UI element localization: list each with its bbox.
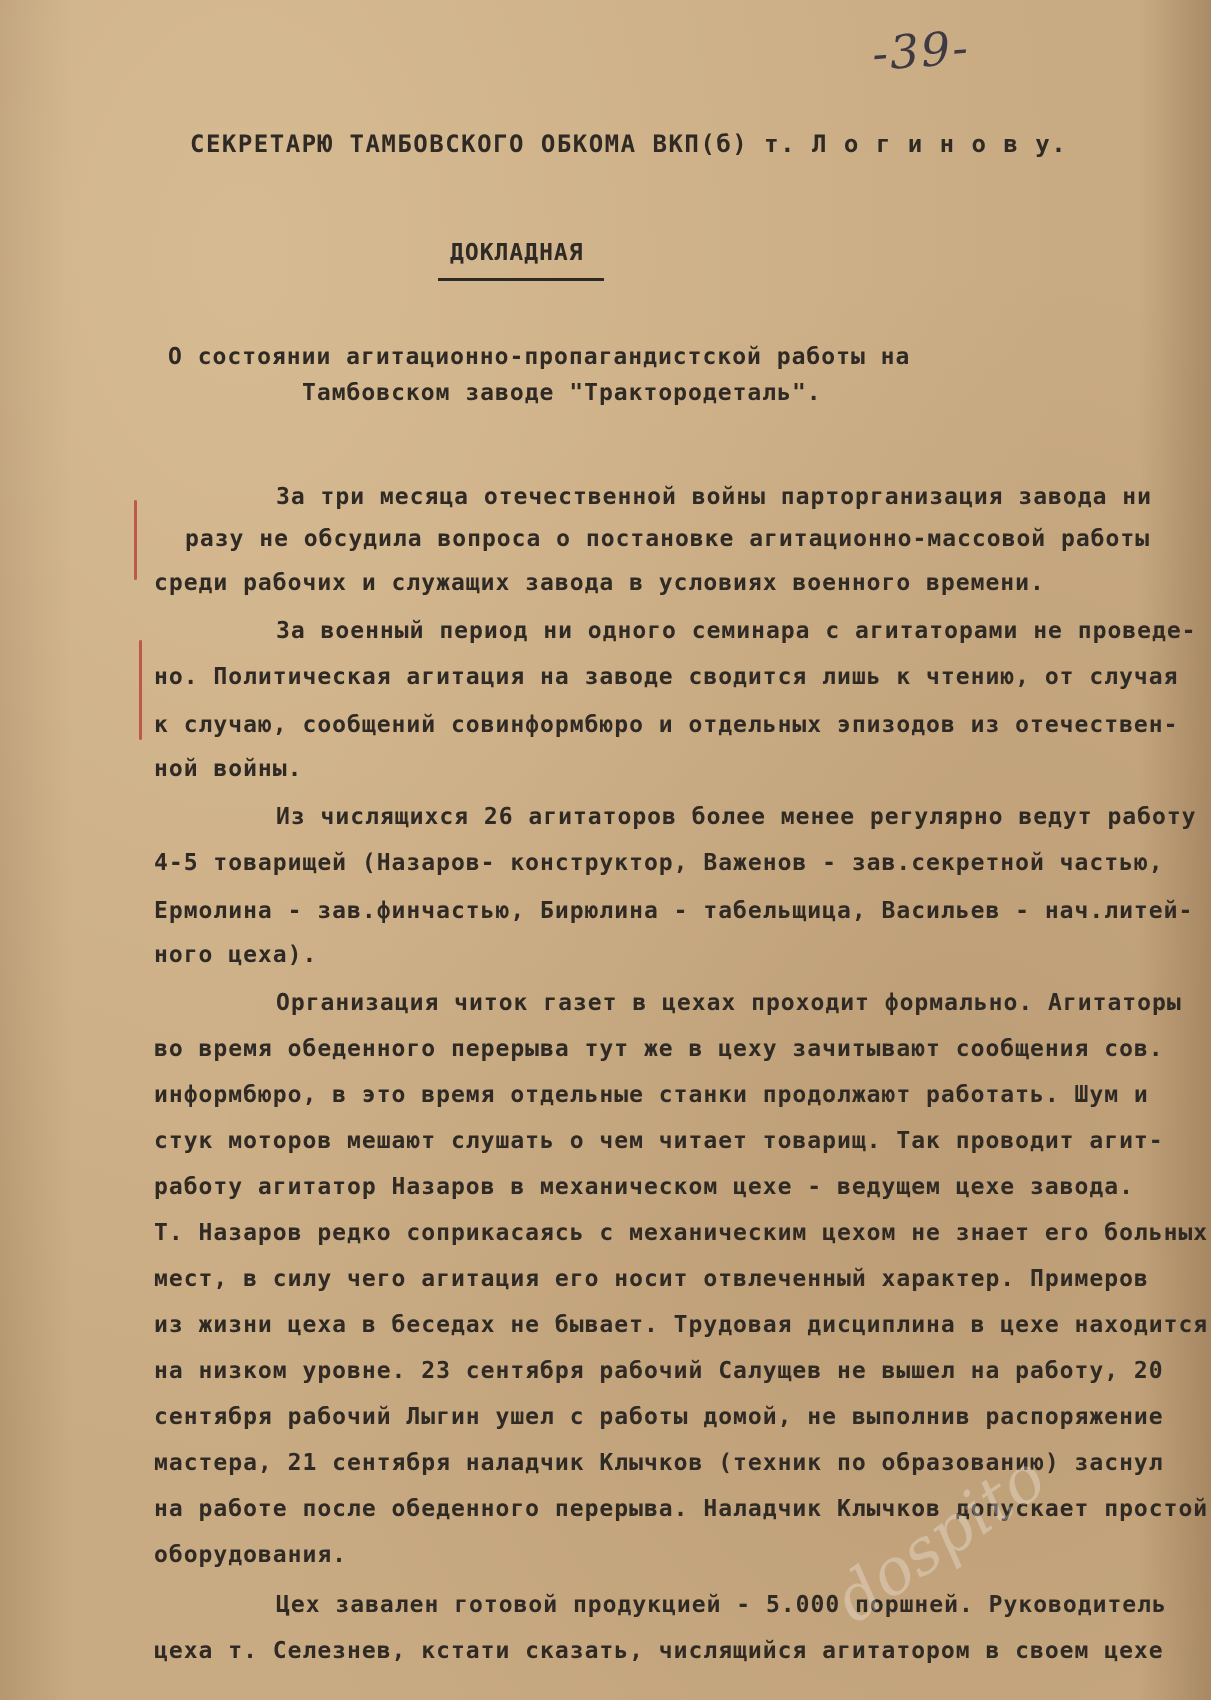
red-margin-mark (134, 500, 137, 580)
body-line: мастера, 21 сентября наладчик Клычков (техник по образованию) заснул (154, 1450, 1164, 1476)
body-line: разу не обсудила вопроса о постановке агитационно-массовой работы (185, 526, 1151, 552)
body-line: Из числящихся 26 агитаторов более менее регулярно ведут работу (276, 804, 1197, 830)
body-line: За военный период ни одного семинара с агитаторами не проведе- (276, 618, 1197, 644)
body-line: оборудования. (154, 1542, 348, 1568)
body-line: цеха т. Селезнев, кстати сказать, числящийся агитатором в своем цехе (154, 1638, 1164, 1664)
page-number: -39- (870, 20, 972, 81)
body-line: Т. Назаров редко соприкасаясь с механическим цехом не знает его больных (154, 1220, 1209, 1246)
body-line: сентября рабочий Лыгин ушел с работы домой, не выполнив распоряжение (154, 1404, 1164, 1430)
red-margin-mark (139, 640, 142, 740)
title-underline (438, 278, 604, 281)
body-line: информбюро, в это время отдельные станки продолжают работать. Шум и (154, 1082, 1149, 1108)
body-line: работу агитатор Назаров в механическом цехе - ведущем цехе завода. (154, 1174, 1134, 1200)
body-line: на работе после обеденного перерыва. Наладчик Клычков допускает простой (154, 1496, 1209, 1522)
body-line: 4-5 товарищей (Назаров- конструктор, Важенов - зав.секретной частью, (154, 850, 1164, 876)
body-line: Цех завален готовой продукцией - 5.000 поршней. Руководитель (276, 1592, 1167, 1618)
document-title: ДОКЛАДНАЯ (450, 240, 584, 266)
body-line: Организация читок газет в цехах проходит формально. Агитаторы (276, 990, 1182, 1016)
body-line: на низком уровне. 23 сентября рабочий Салущев не вышел на работу, 20 (154, 1358, 1164, 1384)
body-line: во время обеденного перерыва тут же в цеху зачитывают сообщения сов. (154, 1036, 1164, 1062)
body-line: ного цеха). (154, 942, 318, 968)
body-line: к случаю, сообщений совинформбюро и отдельных эпизодов из отечествен- (154, 712, 1179, 738)
subject-line-1: О состоянии агитационно-пропагандистской работы на (168, 344, 911, 370)
body-line: из жизни цеха в беседах не бывает. Трудовая дисциплина в цехе находится (154, 1312, 1209, 1338)
body-line: Ермолина - зав.финчастью, Бирюлина - табельщица, Васильев - нач.литей- (154, 898, 1194, 924)
body-line: ной войны. (154, 756, 303, 782)
body-line: стук моторов мешают слушать о чем читает товарищ. Так проводит агит- (154, 1128, 1164, 1154)
body-line: но. Политическая агитация на заводе сводится лишь к чтению, от случая (154, 664, 1179, 690)
body-line: За три месяца отечественной войны парторганизация завода ни (276, 484, 1152, 510)
body-line: среди рабочих и служащих завода в условиях военного времени. (154, 570, 1045, 596)
addressee: СЕКРЕТАРЮ ТАМБОВСКОГО ОБКОМА ВКП(б) т. Л о г и н о в у. (190, 130, 1068, 158)
body-line: мест, в силу чего агитация его носит отвлеченный характер. Примеров (154, 1266, 1149, 1292)
subject-line-2: Тамбовском заводе "Трактородеталь". (302, 380, 822, 406)
watermark: dospito (821, 1440, 1060, 1638)
